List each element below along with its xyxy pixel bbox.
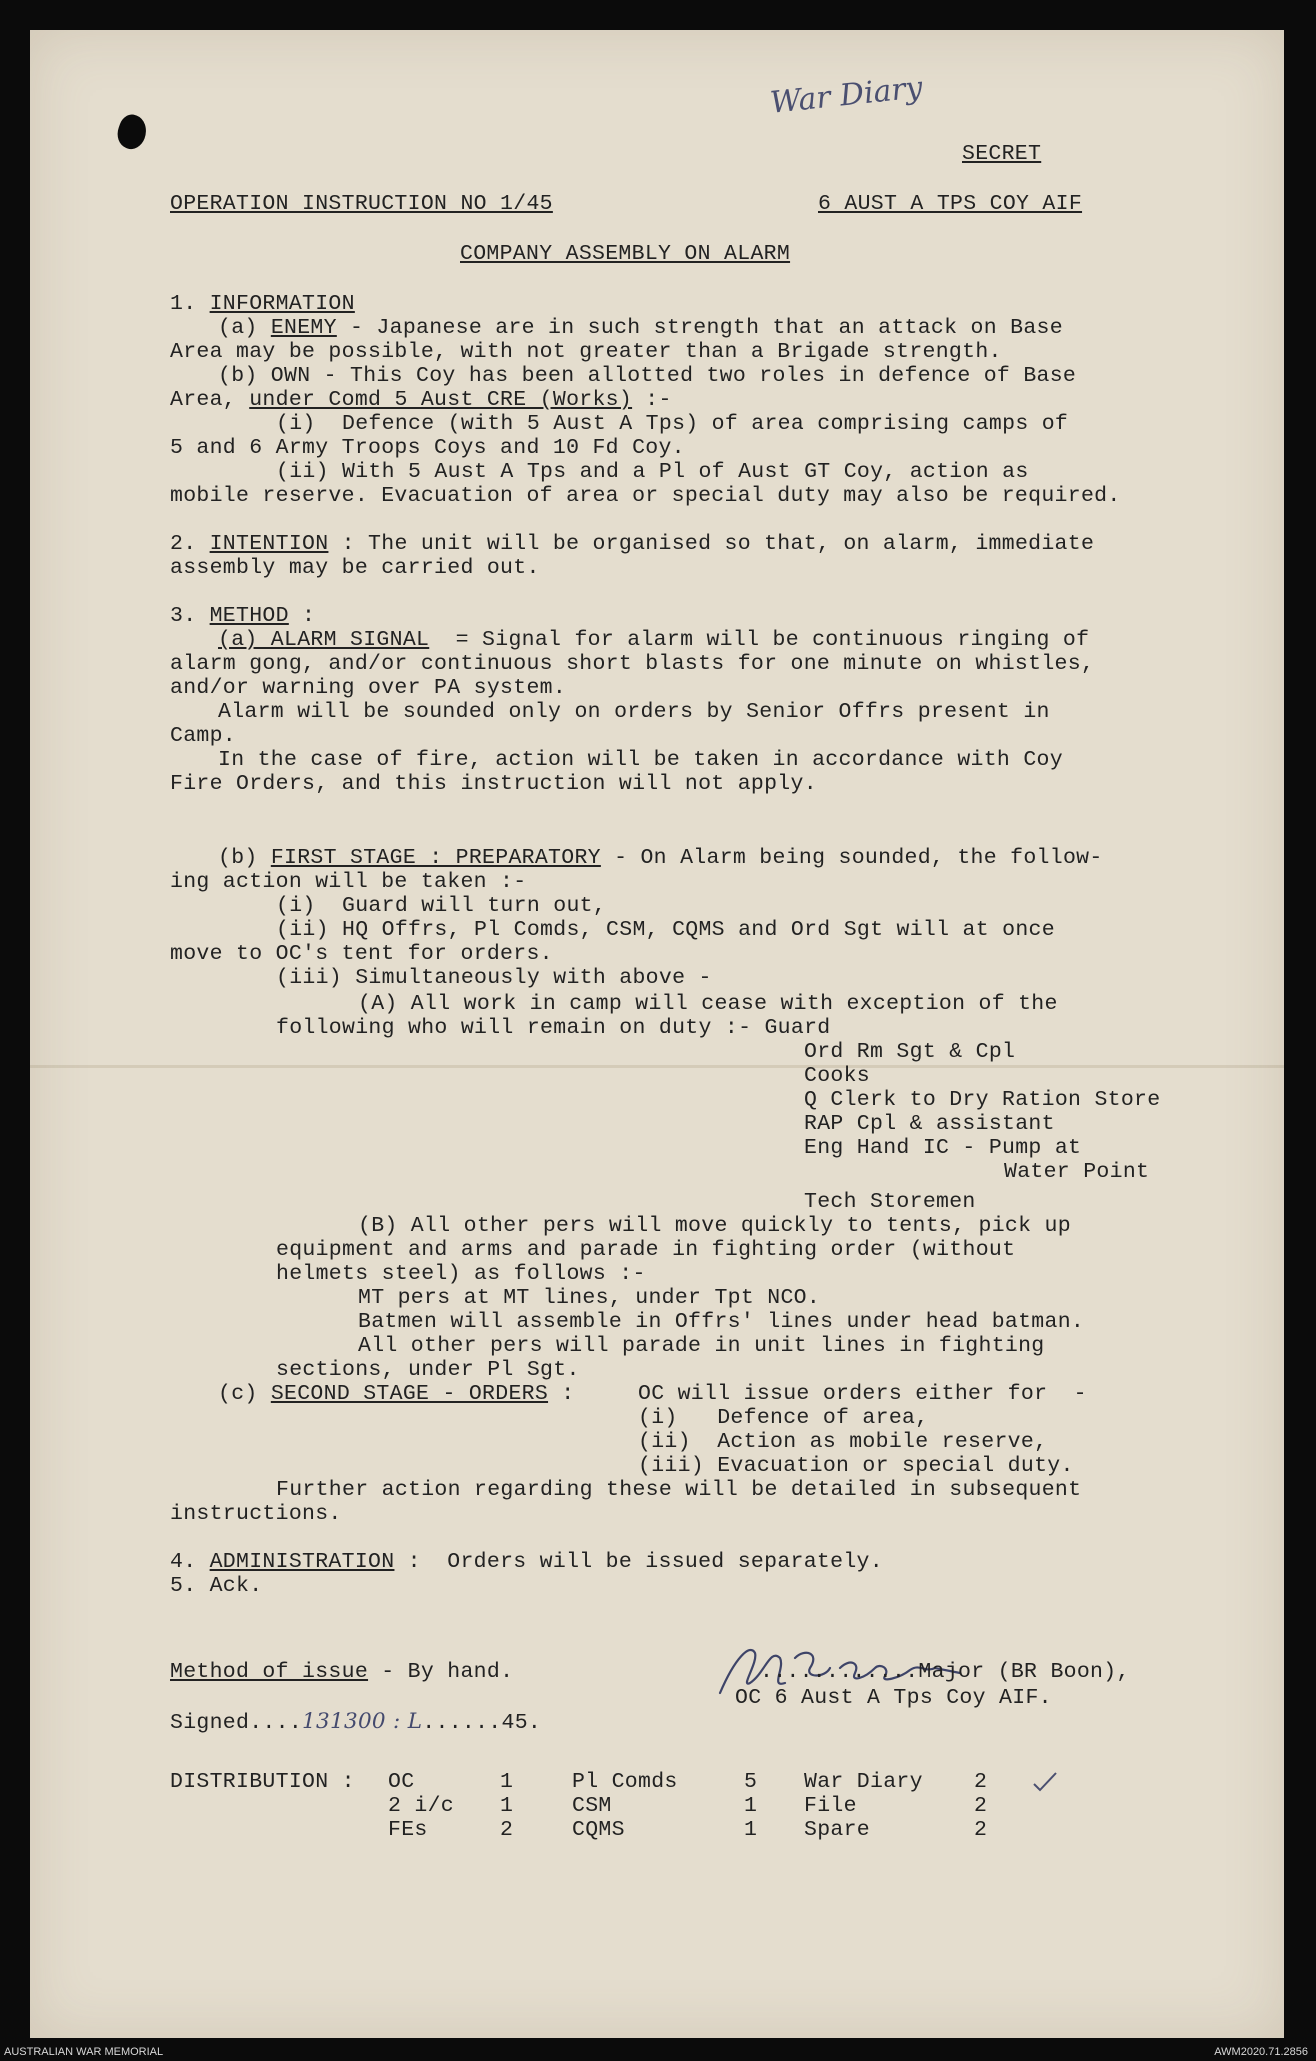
distribution-label: DISTRIBUTION : bbox=[170, 1770, 355, 1794]
dist-cell: CQMS bbox=[572, 1818, 625, 1842]
handwritten-note: War Diary bbox=[768, 70, 925, 121]
second-iii: (iii) Evacuation or special duty. bbox=[638, 1454, 1074, 1478]
own-ii-2: mobile reserve. Evacuation of area or special duty may also be required. bbox=[170, 484, 1121, 508]
first-ii: (ii) HQ Offrs, Pl Comds, CSM, CQMS and Ord Sgt will at once bbox=[276, 918, 1055, 942]
info-heading: 1. INFORMATION bbox=[170, 292, 355, 316]
duty-item: Water Point bbox=[1004, 1160, 1150, 1184]
dist-cell: 2 bbox=[500, 1818, 514, 1842]
own-line: (b) OWN - This Coy has been allotted two roles in defence of Base bbox=[218, 364, 1077, 388]
dist-cell: War Diary bbox=[804, 1770, 923, 1794]
further-line-2: instructions. bbox=[170, 1502, 342, 1526]
mt-line: MT pers at MT lines, under Tpt NCO. bbox=[358, 1286, 821, 1310]
dist-cell: 5 bbox=[744, 1770, 758, 1794]
intention-line-2: assembly may be carried out. bbox=[170, 556, 540, 580]
signed-date: 131300 : L bbox=[302, 1709, 423, 1734]
dist-cell: File bbox=[804, 1794, 857, 1818]
dist-cell: 2 bbox=[974, 1818, 988, 1842]
dist-cell: CSM bbox=[572, 1794, 612, 1818]
own-i-2: 5 and 6 Army Troops Coys and 10 Fd Coy. bbox=[170, 436, 685, 460]
fire-line-2: Fire Orders, and this instruction will not apply. bbox=[170, 772, 817, 796]
dist-cell: 2 bbox=[974, 1794, 988, 1818]
paper-damage bbox=[113, 111, 151, 153]
method-heading: 3. METHOD : bbox=[170, 604, 316, 628]
enemy-line: (a) ENEMY - Japanese are in such strength that an attack on Base bbox=[218, 316, 1063, 340]
dist-cell: 1 bbox=[744, 1818, 758, 1842]
signed-line: Signed....131300 : L......45. bbox=[170, 1709, 542, 1735]
first-B-3: helmets steel) as follows :- bbox=[276, 1262, 646, 1286]
intention-line: 2. INTENTION : The unit will be organised so that, on alarm, immediate bbox=[170, 532, 1095, 556]
first-B-2: equipment and arms and parade in fighting order (without bbox=[276, 1238, 1016, 1262]
dist-cell: 1 bbox=[744, 1794, 758, 1818]
second-stage-line: (c) SECOND STAGE - ORDERS : bbox=[218, 1382, 575, 1406]
other-pers-line-2: sections, under Pl Sgt. bbox=[276, 1358, 580, 1382]
dist-cell: 2 bbox=[974, 1770, 988, 1794]
second-stage-text: OC will issue orders either for - bbox=[638, 1382, 1087, 1406]
alarm-line-2: alarm gong, and/or continuous short blasts for one minute on whistles, bbox=[170, 652, 1095, 676]
duty-item: Ord Rm Sgt & Cpl bbox=[804, 1040, 1016, 1064]
method-of-issue: Method of issue - By hand. bbox=[170, 1660, 514, 1684]
footer-left: AUSTRALIAN WAR MEMORIAL bbox=[4, 2046, 164, 2058]
own-i: (i) Defence (with 5 Aust A Tps) of area comprising camps of bbox=[276, 412, 1069, 436]
duty-item: Tech Storemen bbox=[804, 1190, 976, 1214]
alarm-line-3: and/or warning over PA system. bbox=[170, 676, 567, 700]
duty-item: Cooks bbox=[804, 1064, 871, 1088]
batmen-line: Batmen will assemble in Offrs' lines under head batman. bbox=[358, 1310, 1085, 1334]
first-i: (i) Guard will turn out, bbox=[276, 894, 607, 918]
first-stage-line-2: ing action will be taken :- bbox=[170, 870, 527, 894]
page-fold bbox=[30, 1065, 1284, 1068]
second-i: (i) Defence of area, bbox=[638, 1406, 929, 1430]
administration-line: 4. ADMINISTRATION : Orders will be issued separately. bbox=[170, 1550, 883, 1574]
first-stage-line: (b) FIRST STAGE : PREPARATORY - On Alarm being sounded, the follow- bbox=[218, 846, 1103, 870]
duty-item: Eng Hand IC - Pump at bbox=[804, 1136, 1082, 1160]
alarm-line-5: Camp. bbox=[170, 724, 237, 748]
dist-cell: 1 bbox=[500, 1770, 514, 1794]
dist-cell: FEs bbox=[388, 1818, 428, 1842]
first-iii: (iii) Simultaneously with above - bbox=[276, 966, 712, 990]
other-pers-line: All other pers will parade in unit lines in fighting bbox=[358, 1334, 1045, 1358]
classification: SECRET bbox=[962, 142, 1042, 166]
fire-line: In the case of fire, action will be taken in accordance with Coy bbox=[218, 748, 1063, 772]
document-page bbox=[30, 30, 1284, 2038]
duty-item: RAP Cpl & assistant bbox=[804, 1112, 1055, 1136]
dist-cell: Spare bbox=[804, 1818, 871, 1842]
first-B: (B) All other pers will move quickly to tents, pick up bbox=[358, 1214, 1071, 1238]
duty-item: Q Clerk to Dry Ration Store bbox=[804, 1088, 1161, 1112]
dist-cell: Pl Comds bbox=[572, 1770, 678, 1794]
title-right: 6 AUST A TPS COY AIF bbox=[818, 192, 1083, 216]
own-ii: (ii) With 5 Aust A Tps and a Pl of Aust GT Coy, action as bbox=[276, 460, 1029, 484]
dist-cell: 1 bbox=[500, 1794, 514, 1818]
dist-cell: OC bbox=[388, 1770, 415, 1794]
enemy-line-2: Area may be possible, with not greater than a Brigade strength. bbox=[170, 340, 1002, 364]
footer-right: AWM2020.71.2856 bbox=[1214, 2046, 1308, 2058]
own-line-2: Area, under Comd 5 Aust CRE (Works) :- bbox=[170, 388, 672, 412]
alarm-signal-line: (a) ALARM SIGNAL = Signal for alarm will be continuous ringing of bbox=[218, 628, 1090, 652]
subject: COMPANY ASSEMBLY ON ALARM bbox=[460, 242, 791, 266]
signer-line: ............Major (BR Boon), bbox=[760, 1660, 1130, 1684]
signer-unit: OC 6 Aust A Tps Coy AIF. bbox=[735, 1686, 1052, 1710]
first-A: (A) All work in camp will cease with exception of the bbox=[358, 992, 1058, 1016]
further-line: Further action regarding these will be detailed in subsequent bbox=[276, 1478, 1082, 1502]
dist-cell: 2 i/c bbox=[388, 1794, 455, 1818]
check-mark-icon bbox=[1031, 1770, 1059, 1794]
second-ii: (ii) Action as mobile reserve, bbox=[638, 1430, 1048, 1454]
title-left: OPERATION INSTRUCTION NO 1/45 bbox=[170, 192, 553, 216]
alarm-line-4: Alarm will be sounded only on orders by Senior Offrs present in bbox=[218, 700, 1050, 724]
first-ii-2: move to OC's tent for orders. bbox=[170, 942, 553, 966]
ack-line: 5. Ack. bbox=[170, 1574, 263, 1598]
first-A-2: following who will remain on duty :- Guard bbox=[276, 1016, 831, 1040]
